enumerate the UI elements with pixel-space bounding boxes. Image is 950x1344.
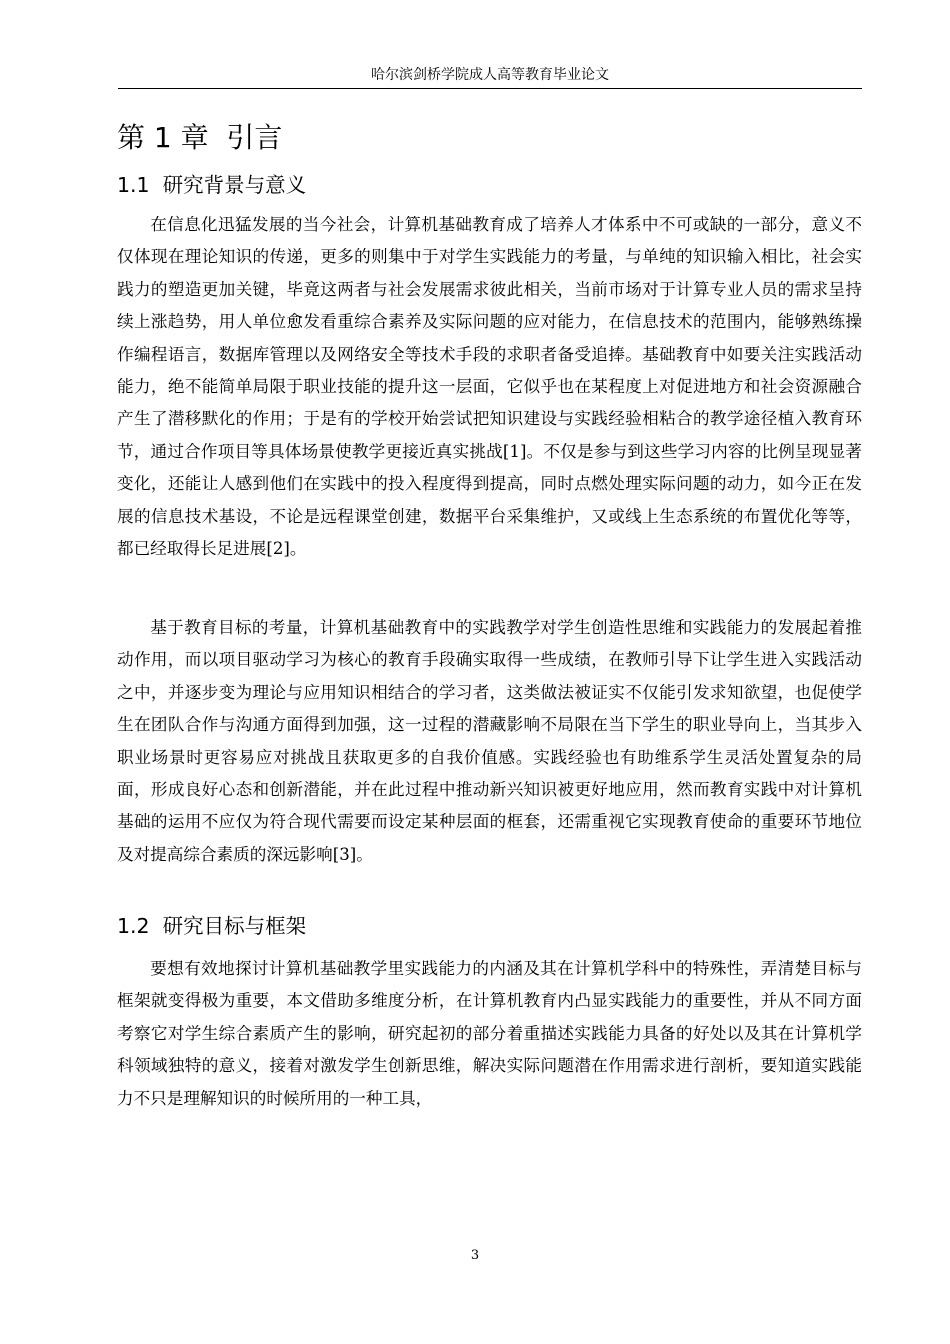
header-rule [118, 88, 862, 89]
section-title-1-2: 1.2 研究目标与框架 [117, 914, 307, 938]
chapter-title: 第 1 章 引言 [117, 121, 283, 154]
section-title-1-1: 1.1 研究背景与意义 [117, 173, 307, 197]
body-paragraph: 要想有效地探讨计算机基础教学里实践能力的内涵及其在计算机学科中的特殊性，弄清楚目标与框架就变得极为重要，本文借助多维度分析，在计算机教育内凸显实践能力的重要性，并从不同方面考察它对学生综合素质产生的影响，研究起初的部分着重描述实践能力具备的好处以及其在计算机学科领域独特的意义，接着对激发学生创新思维，解决实际问题潜在作用需求进行剖析，要知道实践能力不只是理解知识的时候所用的一种工具， [117, 959, 862, 1108]
page-number: 3 [470, 1248, 480, 1263]
body-paragraph: 基于教育目标的考量，计算机基础教育中的实践教学对学生创造性思维和实践能力的发展起着推动作用，而以项目驱动学习为核心的教育手段确实取得一些成绩，在教师引导下让学生进入实践活动之中，并逐步变为理论与应用知识相结合的学习者，这类做法被证实不仅能引发求知欲望，也促使学生在团队合作与沟通方面得到加强，这一过程的潜藏影响不局限在当下学生的职业导向上，当其步入职业场景时更容易应对挑战且获取更多的自我价值感。实践经验也有助维系学生灵活处置复杂的局面，形成良好心态和创新潜能，并在此过程中推动新兴知识被更好地应用，然而教育实践中对计算机基础的运用不应仅为符合现代需要而设定某种层面的框套，还需重视它实现教育使命的重要环节地位及对提高综合素质的深远影响[3]。 [117, 618, 862, 864]
running-header: 哈尔滨剑桥学院成人高等教育毕业论文 [371, 67, 609, 83]
body-paragraph: 在信息化迅猛发展的当今社会，计算机基础教育成了培养人才体系中不可或缺的一部分，意义不仅体现在理论知识的传递，更多的则集中于对学生实践能力的考量，与单纯的知识输入相比，社会实践力的塑造更加关键，毕竟这两者与社会发展需求彼此相关，当前市场对于计算专业人员的需求呈持续上涨趋势，用人单位愈发看重综合素养及实际问题的应对能力，在信息技术的范围内，能够熟练操作编程语言，数据库管理以及网络安全等技术手段的求职者备受追捧。基础教育中如要关注实践活动能力，绝不能简单局限于职业技能的提升这一层面，它似乎也在某程度上对促进地方和社会资源融合产生了潜移默化的作用；于是有的学校开始尝试把知识建设与实践经验相粘合的教学途径植入教育环节，通过合作项目等具体场景使教学更接近真实挑战[1]。不仅是参与到这些学习内容的比例呈现显著变化，还能让人感到他们在实践中的投入程度得到提高，同时点燃处理实际问题的动力，如今正在发展的信息技术基设，不论是远程课堂创建，数据平台采集维护，又或线上生态系统的布置优化等等，都已经取得长足进展[2]。 [117, 215, 862, 559]
